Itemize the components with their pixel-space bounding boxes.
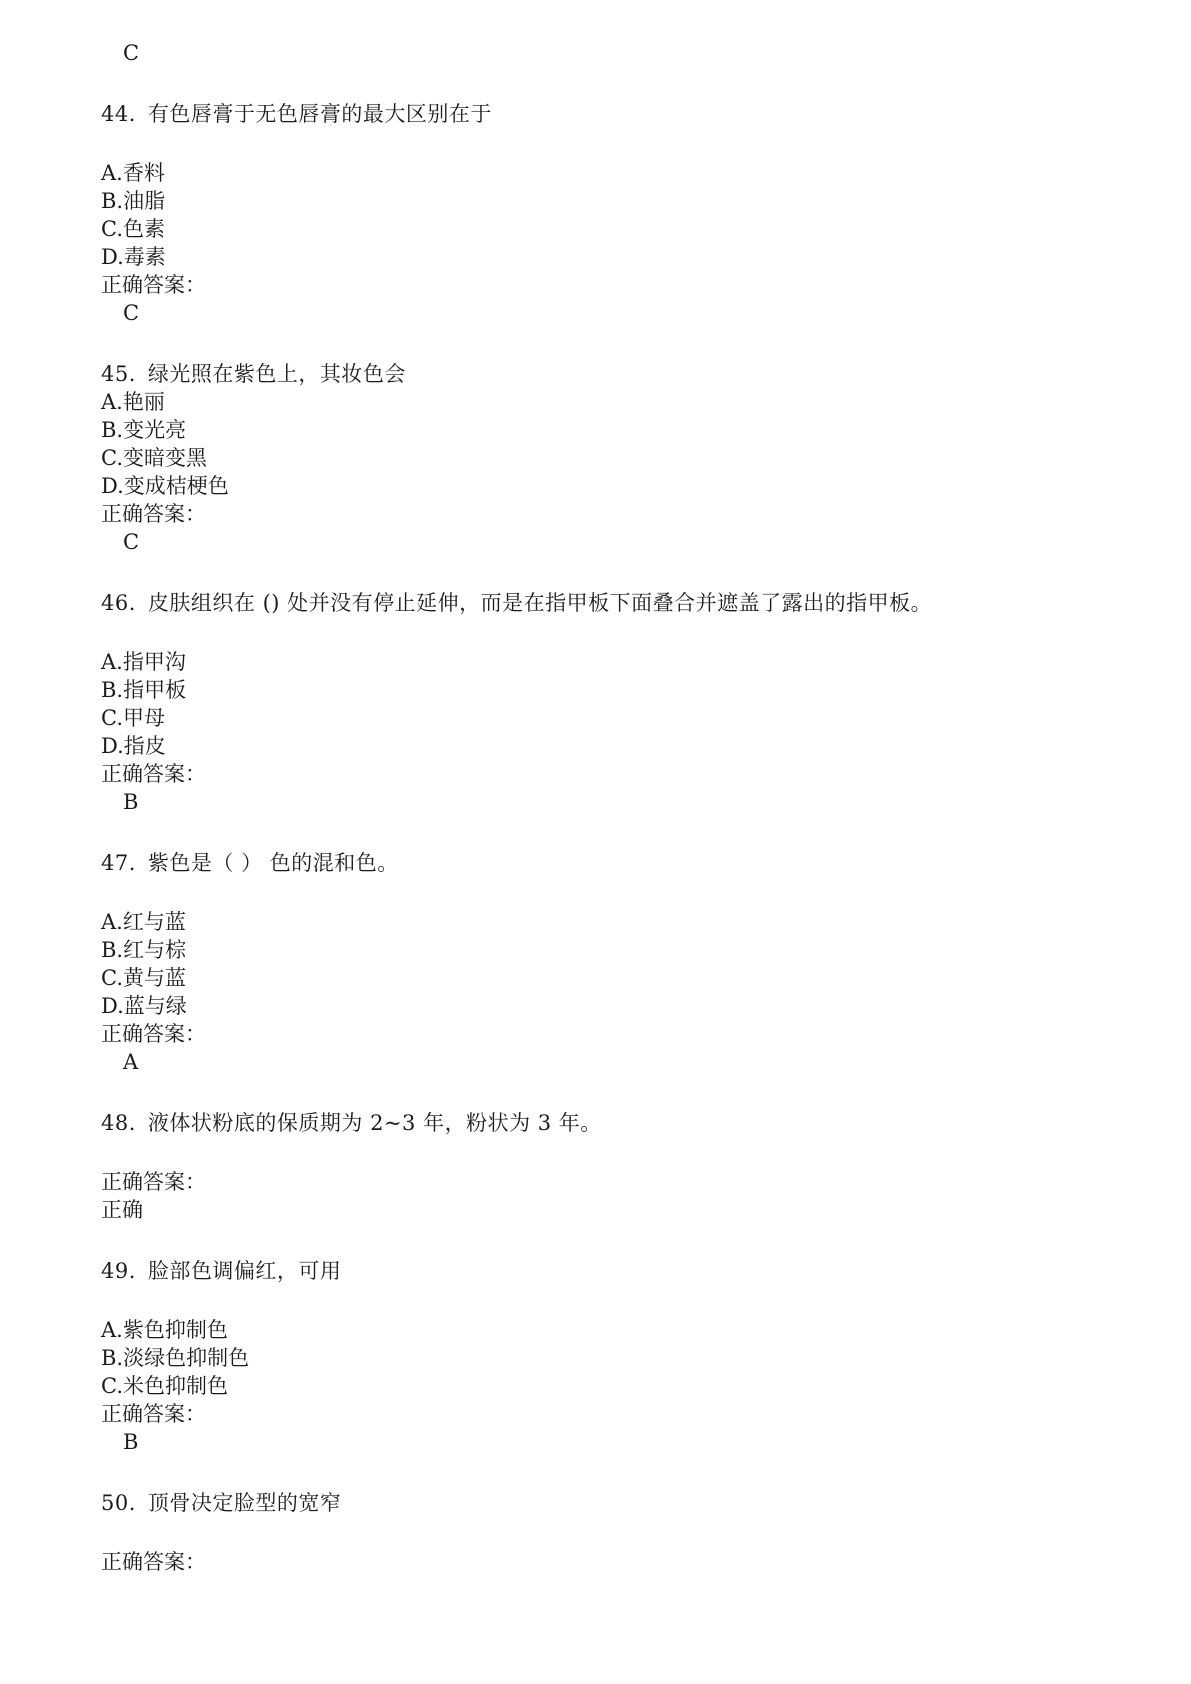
option-a: A.艳丽	[101, 390, 165, 414]
option-b: B.变光亮	[101, 418, 187, 442]
question-45	[101, 361, 406, 387]
option-a: A.指甲沟	[101, 650, 186, 674]
question-text: 脸部色调偏红，可用	[147, 1259, 342, 1283]
question-text: 液体状粉底的保质期为 2~3 年，粉状为 3 年。	[147, 1111, 602, 1135]
question-number: 49.	[101, 1259, 136, 1283]
question-44	[101, 101, 492, 127]
prev-answer: C	[123, 41, 140, 65]
question-number: 47.	[101, 851, 136, 875]
question-text: 紫色是（ ） 色的混和色。	[147, 851, 399, 875]
answer-label: 正确答案：	[101, 1022, 206, 1046]
option-c: C.变暗变黑	[101, 446, 207, 470]
answer-label: 正确答案：	[101, 502, 206, 526]
question-50	[101, 1490, 341, 1516]
question-text: 有色唇膏于无色唇膏的最大区别在于	[147, 102, 492, 126]
answer-value: B	[123, 1430, 139, 1454]
question-number: 46.	[101, 591, 136, 615]
option-a: A.紫色抑制色	[101, 1318, 228, 1342]
option-a: A.红与蓝	[101, 910, 186, 934]
option-d: D.变成桔梗色	[101, 474, 229, 498]
answer-label: 正确答案：	[101, 1550, 206, 1574]
option-d: D.毒素	[101, 245, 166, 269]
question-number: 48.	[101, 1111, 136, 1135]
option-c: C.甲母	[101, 706, 165, 730]
question-number: 50.	[101, 1491, 136, 1515]
question-text: 绿光照在紫色上，其妆色会	[147, 362, 406, 386]
question-46	[101, 590, 932, 616]
option-c: C.色素	[101, 217, 165, 241]
question-48	[101, 1110, 602, 1136]
answer-value: A	[123, 1050, 139, 1074]
option-c: C.米色抑制色	[101, 1374, 228, 1398]
question-text: 皮肤组织在 () 处并没有停止延伸，而是在指甲板下面叠合并遮盖了露出的指甲板。	[147, 591, 933, 615]
question-47	[101, 850, 399, 876]
answer-label: 正确答案：	[101, 1170, 206, 1194]
answer-label: 正确答案：	[101, 273, 206, 297]
option-d: D.指皮	[101, 734, 166, 758]
option-b: B.淡绿色抑制色	[101, 1346, 250, 1370]
option-b: B.红与棕	[101, 938, 187, 962]
option-c: C.黄与蓝	[101, 966, 186, 990]
option-b: B.油脂	[101, 189, 166, 213]
answer-value: B	[123, 790, 139, 814]
question-text: 顶骨决定脸型的宽窄	[147, 1491, 342, 1515]
answer-value: C	[123, 530, 140, 554]
answer-label: 正确答案：	[101, 762, 206, 786]
option-a: A.香料	[101, 161, 165, 185]
option-b: B.指甲板	[101, 678, 187, 702]
question-49	[101, 1258, 341, 1284]
option-d: D.蓝与绿	[101, 994, 187, 1018]
question-number: 44.	[101, 102, 136, 126]
answer-value: C	[123, 301, 140, 325]
answer-label: 正确答案：	[101, 1402, 206, 1426]
question-number: 45.	[101, 362, 136, 386]
answer-value: 正确	[101, 1198, 143, 1222]
